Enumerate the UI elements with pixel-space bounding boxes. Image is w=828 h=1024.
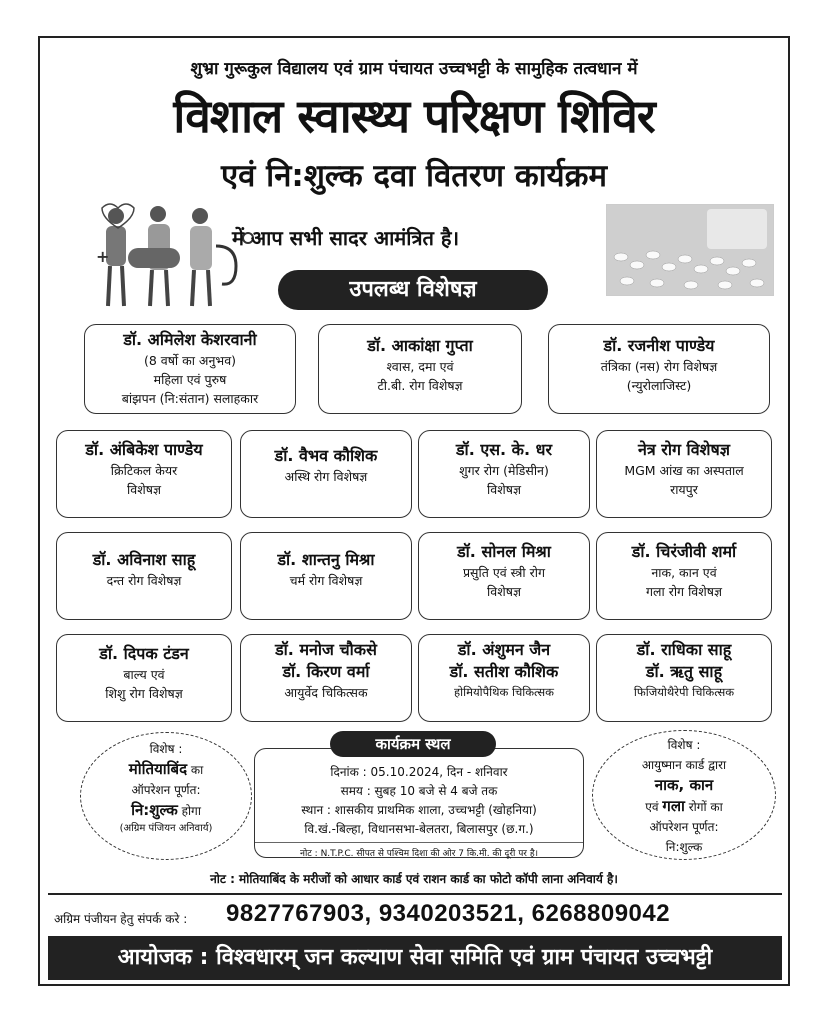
contact-numbers[interactable]: 9827767903, 9340203521, 6268809042 xyxy=(226,900,671,927)
doctor-name: डॉ. दिपक टंडन xyxy=(99,644,189,663)
doctor-name: डॉ. चिरंजीवी शर्मा xyxy=(631,542,737,561)
doctor-name: डॉ. सोनल मिश्रा xyxy=(457,542,551,561)
doctor-name: डॉ. अविनाश साहू xyxy=(92,550,196,569)
doctor-detail: बांझपन (नि:संतान) सलाहकार xyxy=(121,391,259,406)
special-text: ऑपरेशन पूर्णत: xyxy=(649,820,719,834)
doctor-detail: श्वास, दमा एवं xyxy=(386,359,454,374)
medicine-photo xyxy=(606,204,774,296)
special-text: आयुष्मान कार्ड द्वारा xyxy=(641,758,727,772)
doctor-card xyxy=(56,634,232,722)
doctor-detail: विशेषज्ञ xyxy=(127,482,161,497)
doctor-detail: चर्म रोग विशेषज्ञ xyxy=(289,573,363,588)
special-text: रोगों का xyxy=(684,800,723,814)
doctor-detail: आयुर्वेद चिकित्सक xyxy=(284,685,368,700)
doctor-name: डॉ. सतीश कौशिक xyxy=(449,662,559,681)
doctor-detail: (न्युरोलाजिस्ट) xyxy=(626,378,692,393)
venue-note: नोट : N.T.P.C. सीपत से पश्चिम दिशा की ओर 7 कि.मी. की दूरी पर है। xyxy=(255,842,583,864)
doctor-detail: MGM आंख का अस्पताल xyxy=(624,463,744,478)
doctor-card xyxy=(240,634,412,722)
doctor-detail: नाक, कान एवं xyxy=(651,565,717,580)
poster xyxy=(38,36,790,986)
doctor-card xyxy=(596,532,772,620)
special-label: विशेष : xyxy=(667,738,701,752)
page-subtitle: एवं नि:शुल्क दवा वितरण कार्यक्रम xyxy=(221,158,607,194)
doctor-detail: (8 वर्षो का अनुभव) xyxy=(143,353,237,368)
special-highlight: नि:शुल्क xyxy=(131,801,178,819)
doctor-card xyxy=(418,430,590,518)
doctor-detail: होमियोपैथिक चिकित्सक xyxy=(454,685,554,699)
doctor-detail: फिजियोथैरेपी चिकित्सक xyxy=(633,685,735,699)
doctor-name: डॉ. शान्तनु मिश्रा xyxy=(277,550,375,569)
doctor-card xyxy=(418,634,590,722)
doctor-card xyxy=(240,532,412,620)
doctor-detail: विशेषज्ञ xyxy=(487,482,521,497)
doctors-illustration xyxy=(88,202,258,312)
doctor-card xyxy=(318,324,522,414)
venue-place: स्थान : शासकीय प्राथमिक शाला, उच्चभट्टी (खोहनिया) xyxy=(301,803,537,817)
specialists-heading: उपलब्ध विशेषज्ञ xyxy=(278,270,548,310)
doctor-detail: बाल्य एवं xyxy=(123,667,165,682)
contact-row xyxy=(54,900,774,932)
doctor-name: डॉ. किरण वर्मा xyxy=(282,662,370,681)
special-text: एवं xyxy=(645,800,663,814)
doctor-card xyxy=(596,634,772,722)
venue-box xyxy=(254,748,584,858)
special-ayushman xyxy=(592,730,776,860)
doctor-name: डॉ. आकांक्षा गुप्ता xyxy=(367,336,473,355)
doctor-card xyxy=(240,430,412,518)
venue-label: कार्यक्रम स्थल xyxy=(330,731,496,757)
venue-time: समय : सुबह 10 बजे से 4 बजे तक xyxy=(340,784,498,798)
doctor-card xyxy=(418,532,590,620)
organizer-intro: शुभ्रा गुरूकुल विद्यालय एवं ग्राम पंचायत उच्चभट्टी के सामुहिक तत्वधान में xyxy=(190,59,638,79)
doctor-detail: शिशु रोग विशेषज्ञ xyxy=(105,686,183,701)
doctor-detail: दन्त रोग विशेषज्ञ xyxy=(106,573,182,588)
doctor-card xyxy=(596,430,772,518)
doctor-name: डॉ. ऋतु साहू xyxy=(645,662,723,681)
special-note: (अग्रिम पंजियन अनिवार्य) xyxy=(119,823,213,834)
doctor-card xyxy=(56,532,232,620)
doctor-name: डॉ. मनोज चौकसे xyxy=(275,640,377,659)
cataract-note: नोट : मोतियाबिंद के मरीजों को आधार कार्ड एवं राशन कार्ड का फोटो कॉपी लाना अनिवार्य है। xyxy=(210,872,618,886)
venue-date: दिनांक : 05.10.2024, दिन - शनिवार xyxy=(330,765,508,779)
divider xyxy=(48,893,782,895)
doctor-detail: टी.बी. रोग विशेषज्ञ xyxy=(377,378,463,393)
doctor-detail: विशेषज्ञ xyxy=(487,584,521,599)
invitation-text: में आप सभी सादर आमंत्रित है। xyxy=(232,226,460,250)
special-text: होगा xyxy=(177,804,201,818)
special-highlight: गला xyxy=(662,797,685,815)
doctor-detail: अस्थि रोग विशेषज्ञ xyxy=(284,469,368,484)
doctor-detail: गला रोग विशेषज्ञ xyxy=(645,584,722,599)
doctor-card xyxy=(56,430,232,518)
doctor-name: नेत्र रोग विशेषज्ञ xyxy=(638,440,730,459)
doctor-name: डॉ. वैभव कौशिक xyxy=(274,446,378,465)
special-text: ऑपरेशन पूर्णत: xyxy=(131,783,201,797)
special-text: का xyxy=(187,763,204,777)
special-cataract xyxy=(80,732,252,860)
doctor-name: डॉ. अमिलेश केशरवानी xyxy=(123,330,257,349)
doctor-card xyxy=(84,324,296,414)
special-label: विशेष : xyxy=(149,742,183,756)
special-highlight: मोतियाबिंद xyxy=(128,760,188,778)
doctor-detail: प्रसुति एवं स्त्री रोग xyxy=(462,565,546,580)
venue-area: वि.खं.-बिल्हा, विधानसभा-बेलतरा, बिलासपुर (छ.ग.) xyxy=(304,822,534,836)
doctor-name: डॉ. रजनीश पाण्डेय xyxy=(603,336,715,355)
doctor-name: डॉ. राधिका साहू xyxy=(636,640,732,659)
doctor-detail: तंत्रिका (नस) रोग विशेषज्ञ xyxy=(600,359,718,374)
doctor-card xyxy=(548,324,770,414)
organizer-banner: आयोजक : विश्वधारम् जन कल्याण सेवा समिति एवं ग्राम पंचायत उच्चभट्टी xyxy=(48,936,782,980)
page-title: विशाल स्वास्थ्य परिक्षण शिविर xyxy=(173,89,655,143)
special-text: नि:शुल्क xyxy=(665,840,703,854)
doctor-detail: क्रिटिकल केयर xyxy=(110,463,178,478)
doctor-detail: रायपुर xyxy=(670,482,698,497)
contact-label: अग्रिम पंजीयन हेतु संपर्क करे : xyxy=(54,912,188,926)
special-highlight: नाक, कान xyxy=(654,776,714,794)
doctor-name: डॉ. एस. के. धर xyxy=(456,440,552,459)
svg-text:+: + xyxy=(96,247,110,266)
doctor-detail: शुगर रोग (मेडिसीन) xyxy=(459,463,549,478)
doctor-name: डॉ. अंशुमन जैन xyxy=(457,640,551,659)
doctor-name: डॉ. अंबिकेश पाण्डेय xyxy=(85,440,203,459)
doctor-detail: महिला एवं पुरुष xyxy=(153,372,227,387)
